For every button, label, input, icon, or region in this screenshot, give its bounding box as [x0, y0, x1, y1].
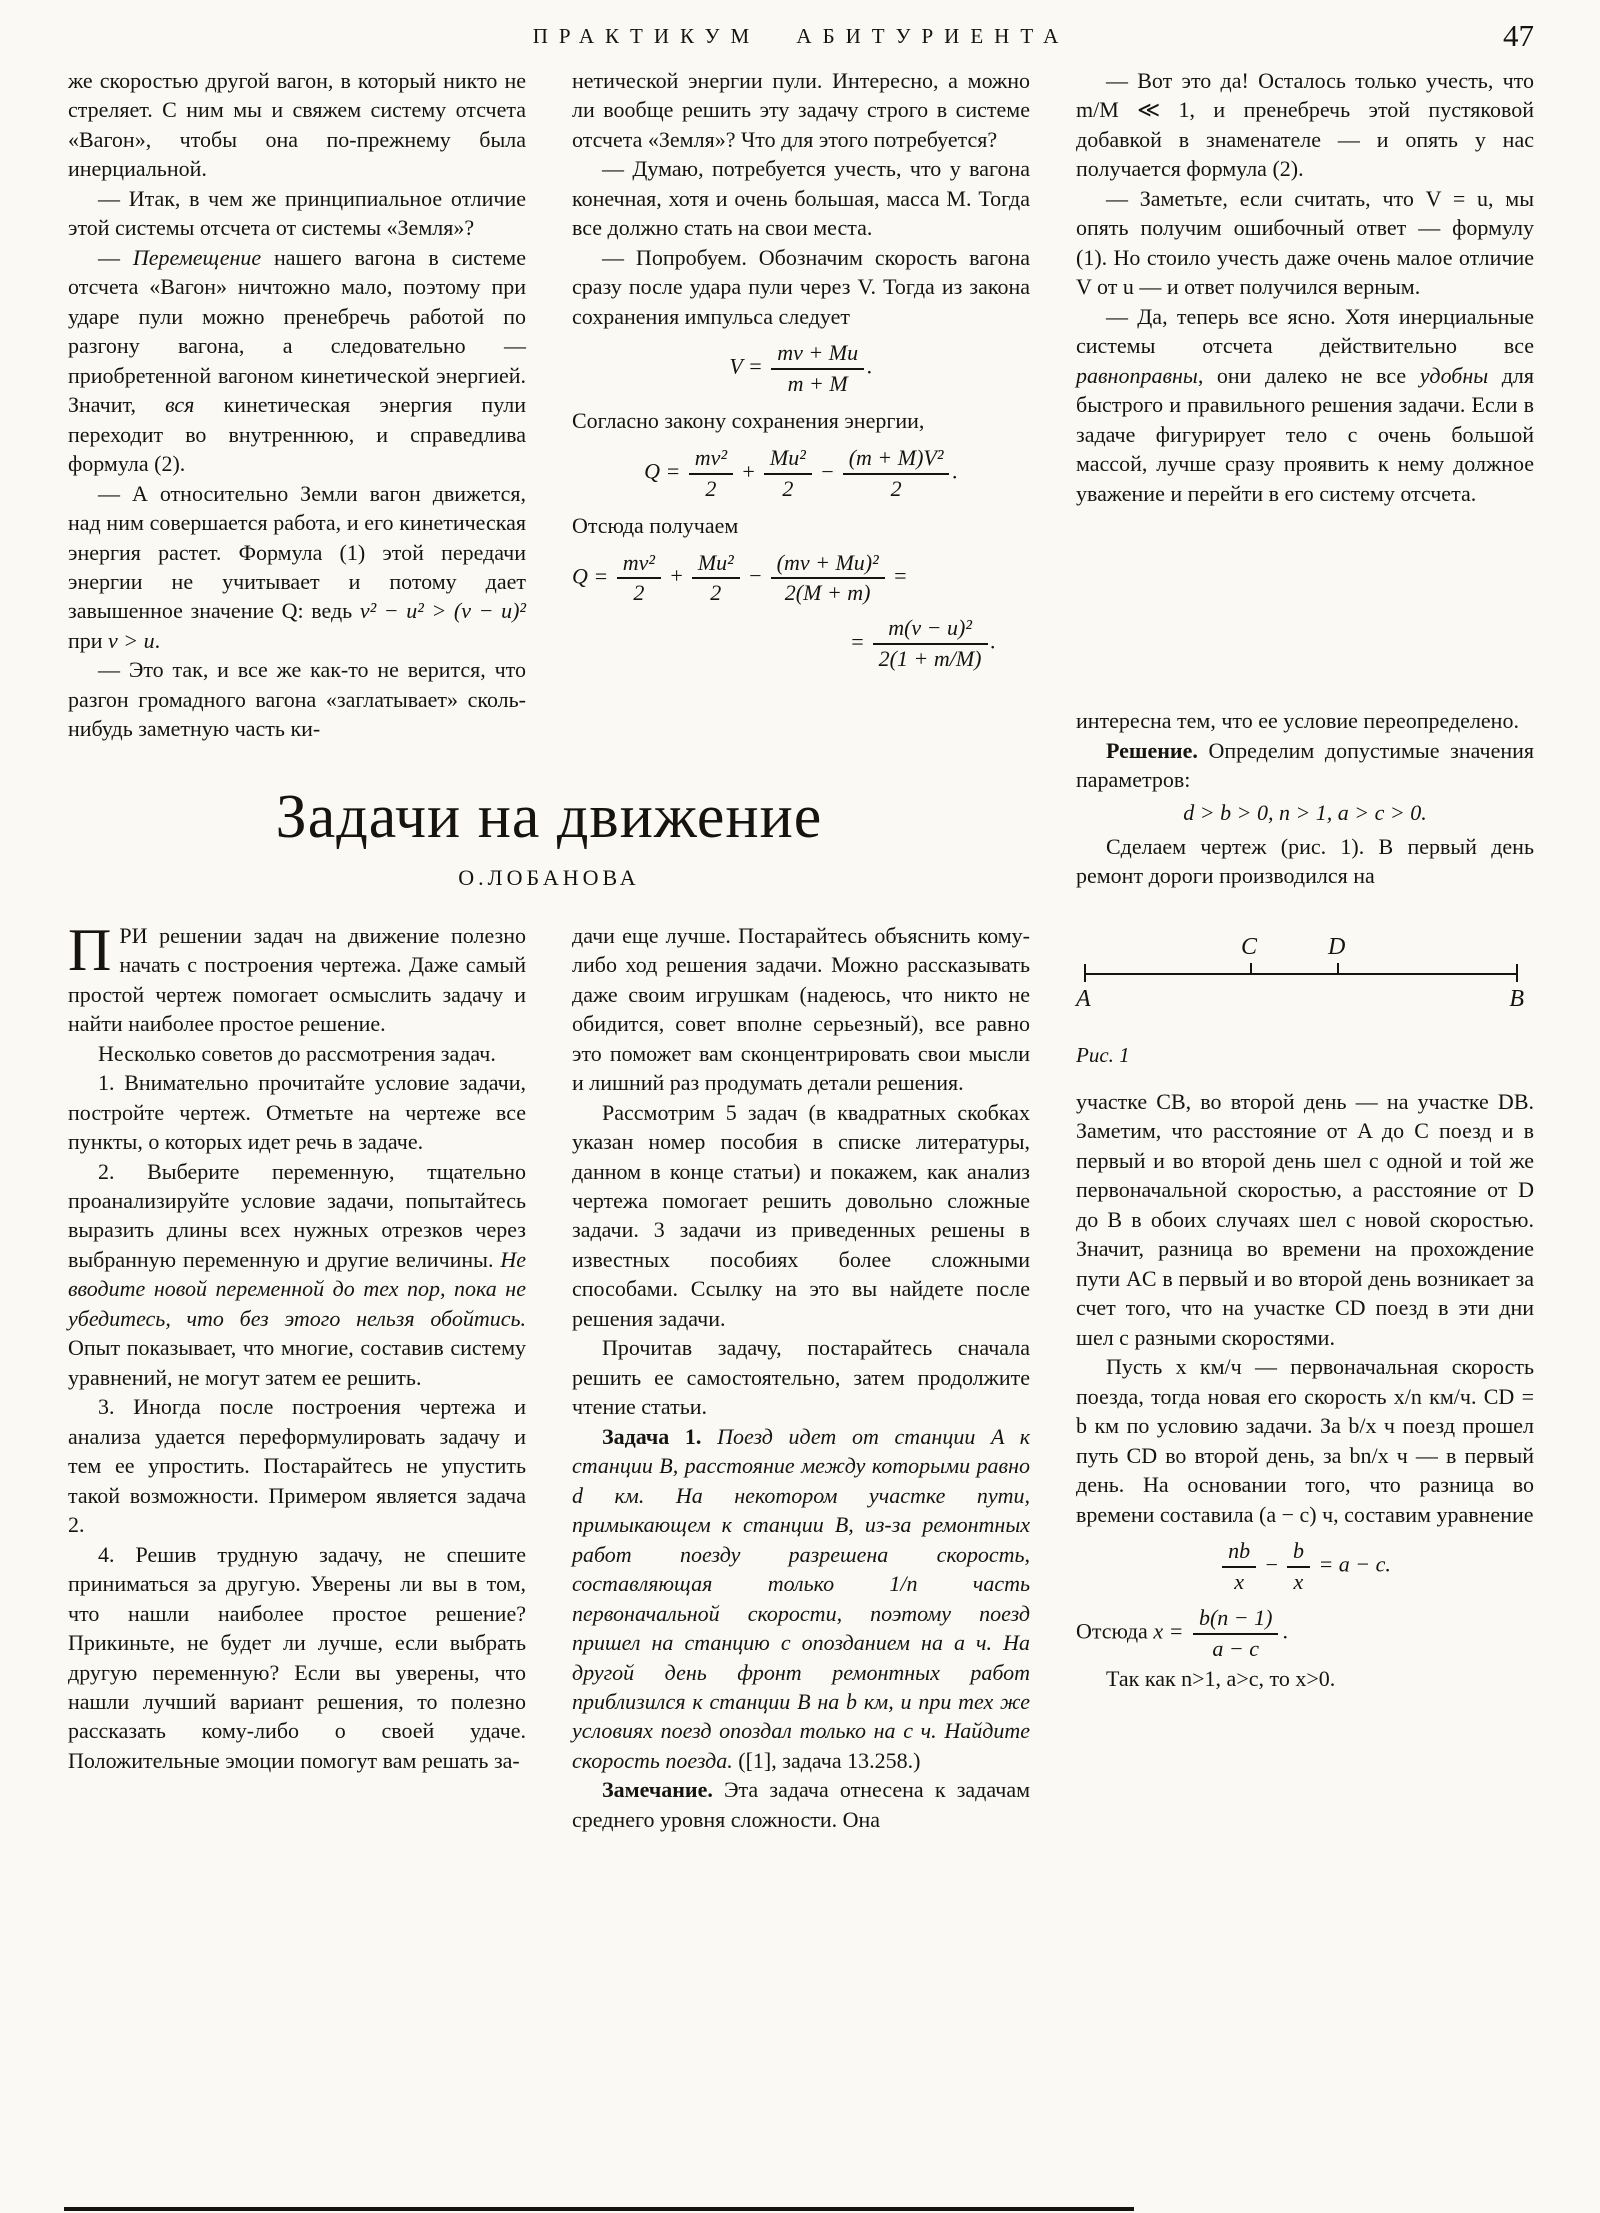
dialog-col-1 [68, 66, 526, 744]
text-run: Опыт показывает, что многие, составив систему уравнений, не могут затем ее решить. [68, 1335, 526, 1390]
paragraph: Так как n>1, a>c, то x>0. [1106, 1665, 1336, 1691]
formula-q-line2 [572, 616, 1030, 671]
denominator: x [1287, 1566, 1310, 1595]
paragraph: дачи еще лучше. Постарайтесь объяснить кому-либо ход решения задачи. Можно рассказывать даже своим игрушкам (надеюсь, что никто не обидится, совет вполне серьезный), все равно это поможет вам сконцентрировать свои мысли и лишний раз продумать детали решения. [572, 922, 1030, 1096]
tick-b [1516, 964, 1518, 982]
denominator: 2 [692, 577, 740, 606]
denominator: 2 [764, 473, 812, 502]
numerator: (m + M)V² [848, 444, 944, 470]
paragraph: — Это так, и все же как-то не верится, что разгон громадного вагона «заглатывает» сколь-нибудь заметную часть ки- [68, 657, 526, 742]
paragraph: нетической энергии пули. Интересно, а можно ли вообще решить эту задачу строго в системе отсчета «Земля»? Что для этого потребуется? [572, 68, 1030, 152]
fraction [1193, 1606, 1279, 1661]
numerator: b [1292, 1538, 1304, 1563]
paragraph [1076, 302, 1534, 508]
numerator: Mu² [697, 549, 734, 575]
numerator: b(n − 1) [1198, 1605, 1273, 1631]
paragraph: участке CB, во второй день — на участке DB. Заметим, что расстояние от A до C поезд и в первый и во второй день шел с одной и той же первоначальной скоростью, а расстояние от D до B в обоих случаях шел с новой скоростью. Значит, разница во времени на прохождение пути AC в первый и во второй день возникает за счет того, что на участке CD поезд в эти дни шел с разными скоростями. [1076, 1088, 1534, 1350]
dialog-columns [68, 66, 1030, 744]
article-col-1 [68, 916, 526, 1835]
paragraph: 3. Иногда после построения чертежа и анализа удается переформулировать задачу и тем ее упростить. Постарайтесь не упустить такой возможности. Примером является задача 2. [68, 1394, 526, 1538]
formula-end: . [952, 458, 958, 484]
formula-end: . [867, 353, 873, 379]
formula-rhs: = a − c. [1318, 1551, 1391, 1577]
numerator: m(v − u)² [888, 614, 972, 640]
paragraph: 4. Решив трудную задачу, не спешите приниматься за другую. Уверены ли вы в том, что нашли наиболее простое решение? Прикиньте, не будет ли лучше, если выбрать другую переменную? Если вы уверены, что нашли лучший вариант решения, то полезно рассказать кому-либо о своей удаче. Положительные эмоции помогут вам решать за- [68, 1541, 526, 1773]
text-run: при [68, 627, 109, 653]
task-lead: Задача 1. [602, 1423, 702, 1449]
denominator: x [1222, 1566, 1256, 1595]
denominator: 2 [689, 473, 733, 502]
page-header [68, 16, 1534, 66]
fraction [1222, 1539, 1256, 1594]
label-c: C [1241, 933, 1258, 960]
formula-momentum [572, 341, 1030, 396]
article-title: Задачи на движение [275, 782, 823, 851]
paragraph: интересна тем, что ее условие переопределено. [1076, 708, 1519, 734]
paragraph: Пусть x км/ч — первоначальная скорость поезда, тогда новая его скорость x/n км/ч. CD = b км по условию задачи. За b/x ч поезд прошел путь CD во второй день, за bn/x ч — в первый день. На основании того, что разница во времени составила (a − c) ч, составим уравнение [1076, 1354, 1534, 1527]
paragraph: Согласно закону сохранения энергии, [572, 408, 925, 434]
article-author: О.ЛОБАНОВА [458, 864, 640, 890]
scan-edge-artifact [64, 2207, 1134, 2211]
fraction [692, 551, 740, 606]
equals-sign: = [849, 628, 865, 654]
paragraph: — Заметьте, если считать, что V = u, мы опять получим ошибочный ответ — формулу (1). Но стоило учесть даже очень малое отличие V от u — и ответ получился верным. [1076, 185, 1534, 300]
emphasis: Не вводите новой переменной до тех пор, пока не убедитесь, что без этого нельзя обойтись. [68, 1246, 526, 1331]
figure-caption: Рис. 1 [1076, 1042, 1130, 1067]
paragraph [68, 916, 526, 1039]
text-run: Отсюда [1076, 1618, 1154, 1644]
text-run: , они далеко не все [1197, 362, 1420, 388]
formula-energy [572, 446, 1030, 501]
drop-cap: П [68, 916, 112, 983]
fraction [843, 446, 950, 501]
text-run: нашего вагона в системе отсчета «Вагон» ничтожно мало, поэтому при ударе пули можно пренебречь работой по разгону вагона, а следовательно — приобретенной вагоном кинетической энергией. Значит, [68, 244, 526, 418]
paragraph: Отсюда получаем [572, 513, 739, 539]
paragraph: Несколько советов до рассмотрения задач. [98, 1040, 496, 1066]
emphasis: вся [165, 392, 195, 418]
article-title-block [68, 782, 1030, 891]
fraction [1287, 1539, 1310, 1594]
text-run: РИ решении задач на движение полезно начать с построения чертежа. Даже самый простой чертеж помогает осмыслить задачу и найти наиболее простое решение. [68, 922, 526, 1037]
text-run: кинетическая энергия пули переходит во внутреннюю, и справедлива формула (2). [68, 392, 526, 477]
text-run: для быстрого и правильного решения задачи. Если в задаче фигурирует тело с очень большой массой, лучше сразу проявить к нему должное уважение и перейти в его систему отсчета. [1076, 362, 1535, 506]
operator: + [668, 563, 684, 589]
figure-diagram [1076, 907, 1534, 1025]
numerator: (mv + Mu)² [776, 549, 879, 575]
remark-paragraph [572, 1775, 1030, 1834]
operator: − [1264, 1551, 1279, 1577]
paragraph: — Попробуем. Обозначим скорость вагона сразу после удара пули через V. Тогда из закона сохранения импульса следует [572, 244, 1030, 329]
fraction [873, 616, 988, 671]
formula-end: . [990, 628, 996, 654]
denominator: a − c [1193, 1633, 1279, 1662]
formula-lhs: Q = [572, 563, 609, 589]
tick-d [1337, 963, 1339, 975]
paragraph [68, 243, 526, 479]
right-column [1076, 66, 1534, 1693]
text-run: 2. Выберите переменную, тщательно проанализируйте условие задачи, попытайтесь выразить длины всех нужных отрезков через выбранную переменную и другие величины. [68, 1158, 526, 1272]
emphasis: Перемещение [132, 244, 262, 270]
formula-time-difference [1076, 1539, 1534, 1594]
inline-math: v² − u² > (v − u)² [359, 598, 526, 624]
fraction [771, 341, 864, 396]
text-run: Эта задача отнесена к задачам среднего уровня сложности. Она [572, 1777, 1030, 1832]
formula-lhs: x = [1153, 1618, 1184, 1644]
numerator: Mu² [769, 444, 806, 470]
numerator: mv² [622, 549, 655, 575]
paragraph: — Итак, в чем же принципиальное отличие этой системы отсчета от системы «Земля»? [68, 185, 526, 241]
numerator: mv² [694, 444, 728, 470]
operator: + [741, 458, 756, 484]
text-run: — Да, теперь все ясно. Хотя инерциальные системы отсчета действительно все [1076, 303, 1534, 359]
operator: − [747, 563, 763, 589]
emphasis: равноправны [1076, 362, 1198, 388]
fraction [771, 551, 885, 606]
article-columns [68, 916, 1030, 1835]
paragraph: Рассмотрим 5 задач (в квадратных скобках указан номер пособия в списке литературы, данном в конце статьи) и покажем, как анализ чертежа помогает решить довольно сложные задачи. 3 задачи из приведенных решены в известных пособиях более сложными способами. Ссылку на это вы найдете после решения задачи. [572, 1099, 1030, 1331]
fraction [689, 446, 733, 501]
fraction [764, 446, 812, 501]
denominator: 2(M + m) [771, 577, 885, 606]
denominator: 2(1 + m/M) [873, 643, 988, 672]
left-two-columns [68, 66, 1030, 1834]
paragraph: — Думаю, потребуется учесть, что у вагона конечная, хотя и очень большая, масса M. Тогда все должно стать на свои места. [572, 156, 1030, 241]
equals-sign: = [892, 563, 908, 589]
text-run: — А относительно Земли вагон движется, над ним совершается работа, и его кинетическая энергия растет. Формула (1) этой передачи энергии не учитывает и потому дает завышенное значение Q: ведь [68, 480, 526, 624]
text-run: — [98, 244, 133, 270]
operator: − [819, 458, 835, 484]
text-run: Определим допустимые значения параметров: [1076, 737, 1534, 792]
remark-lead: Замечание. [602, 1777, 713, 1803]
inline-math: v > u [108, 627, 155, 653]
running-head: ПРАКТИКУМ АБИТУРИЕНТА [532, 24, 1070, 48]
emphasis: удобны [1419, 362, 1489, 388]
solution-paragraph [1076, 736, 1534, 795]
formula-end: . [1282, 1618, 1288, 1644]
denominator: 2 [843, 473, 950, 502]
dialog-col-2 [572, 66, 1030, 744]
tick-a [1084, 964, 1086, 982]
formula-lhs: V = [729, 353, 763, 379]
paragraph: — Вот это да! Осталось только учесть, что m/M ≪ 1, и пренебречь этой пустяковой добавкой в знаменателе — и опять у нас получается формула (2). [1076, 68, 1534, 182]
label-d: D [1328, 933, 1346, 960]
label-b: B [1509, 985, 1524, 1012]
paragraph: же скоростью другой вагон, в который никто не стреляет. С ним мы и свяжем систему отсчета «Вагон», чтобы она по-прежнему была инерциальной. [68, 68, 526, 182]
solution-lead: Решение. [1106, 737, 1198, 763]
task-reference: ([1], задача 13.258.) [732, 1747, 921, 1773]
paragraph [68, 479, 526, 656]
task-paragraph [572, 1422, 1030, 1776]
article-col-2 [572, 921, 1030, 1835]
paragraph: Прочитав задачу, постарайтесь сначала решить ее самостоятельно, затем продолжите чтение статьи. [572, 1335, 1030, 1420]
tick-c [1250, 963, 1252, 975]
paragraph: 1. Внимательно прочитайте условие задачи, постройте чертеж. Отметьте на чертеже все пункты, о которых идет речь в задаче. [68, 1070, 526, 1155]
numerator: mv + Mu [777, 340, 859, 366]
denominator: m + M [771, 368, 864, 397]
segment-line [1084, 973, 1518, 975]
formula-q-expanded [572, 551, 1030, 606]
denominator: 2 [617, 577, 661, 606]
task-statement: Поезд идет от станции A к станции B, расстояние между которыми равно d км. На некотором участке пути, примыкающем к станции B, из-за ремонтных работ поезду разрешена скорость, составляющая только 1/n часть первоначальной скорости, поэтому поезд пришел на станцию с опозданием на a ч. На другой день фронт ремонтных работ приблизился к станции B на b км, и при тех же условиях поезд опоздал только на c ч. Найдите скорость поезда. [572, 1423, 1030, 1773]
paragraph [68, 1157, 526, 1393]
numerator: nb [1228, 1538, 1251, 1563]
article-col-3 [1076, 706, 1534, 1693]
formula-lhs: Q = [644, 458, 681, 484]
label-a: A [1076, 985, 1091, 1012]
page-number: 47 [1503, 18, 1534, 53]
formula-x-result [1076, 1604, 1534, 1663]
text-run: . [154, 627, 161, 653]
fraction [617, 551, 661, 606]
parameter-conditions: d > b > 0, n > 1, a > c > 0. [1183, 800, 1427, 826]
paragraph: Сделаем чертеж (рис. 1). В первый день ремонт дороги производился на [1076, 833, 1534, 889]
page-content [68, 66, 1534, 1834]
